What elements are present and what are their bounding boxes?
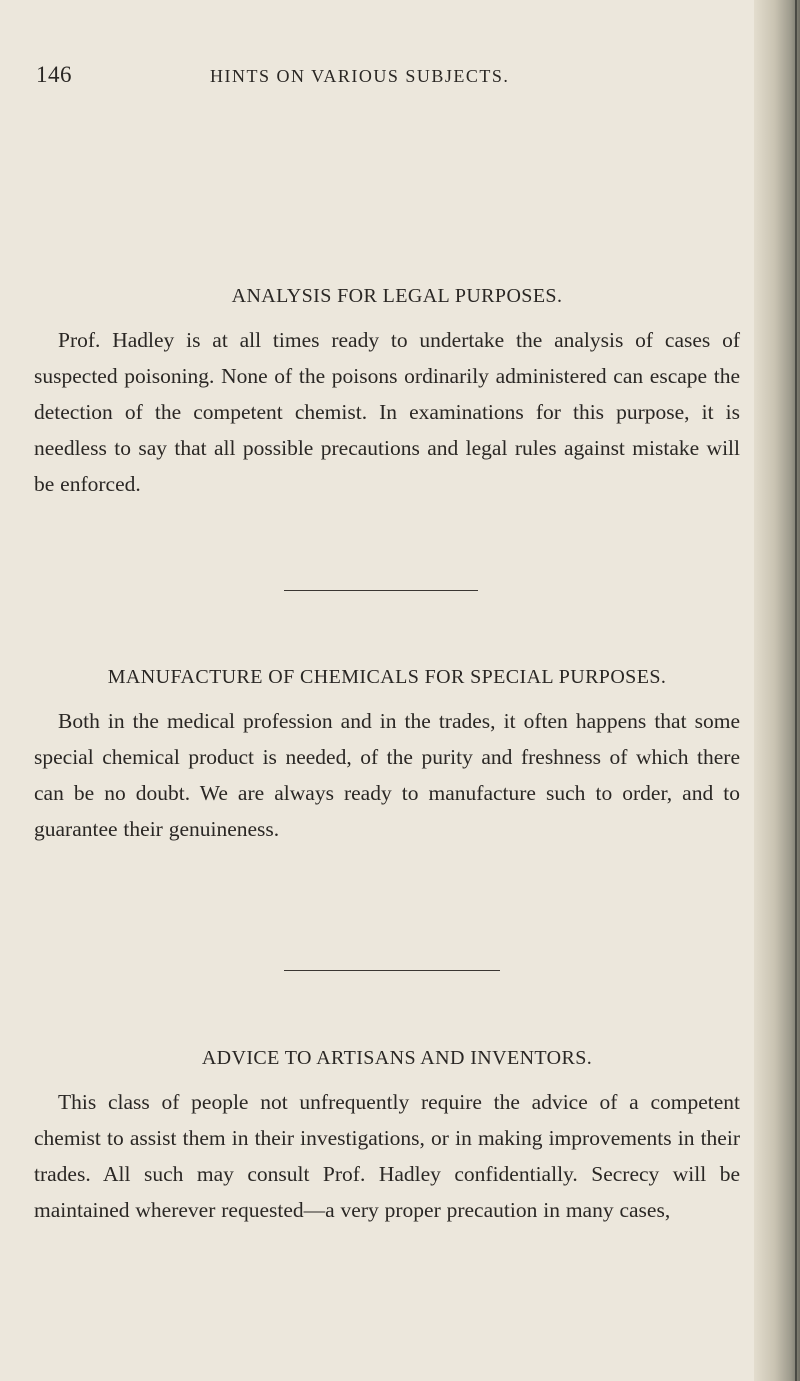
section-divider [284,590,478,591]
page-number: 146 [36,62,72,87]
section-title: ADVICE TO ARTISANS AND INVENTORS. [201,1047,593,1069]
running-head: HINTS ON VARIOUS SUBJECTS. [210,66,510,86]
page-edge-line [795,0,797,1381]
page-edge-shadow [754,0,800,1381]
section-title: MANUFACTURE OF CHEMICALS FOR SPECIAL PURPOSES. [107,666,667,688]
section-advice [34,1047,740,1228]
section-title: ANALYSIS FOR LEGAL PURPOSES. [231,285,563,307]
section-body: This class of people not unfrequently require the advice of a competent chemist to assist them in their investigations, or in making improvements in their trades. All such may consult Prof. Hadley confidentially. Secrecy will be maintained wherever requested—a very proper precaution in many cases, [34,1090,740,1222]
section-analysis [34,285,740,502]
section-manufacture [34,666,740,847]
section-divider [284,970,500,971]
section-body: Both in the medical profession and in the trades, it often happens that some special chemical product is needed, of the purity and freshness of which there can be no doubt. We are always ready to manufacture such to order, and to guarantee their genuineness. [34,709,740,841]
section-body: Prof. Hadley is at all times ready to undertake the analysis of cases of suspected poisoning. None of the poisons ordinarily administered can escape the detection of the competent chemist. In examinations for this purpose, it is needless to say that all possible precautions and legal rules against mistake will be enforced. [34,328,740,496]
